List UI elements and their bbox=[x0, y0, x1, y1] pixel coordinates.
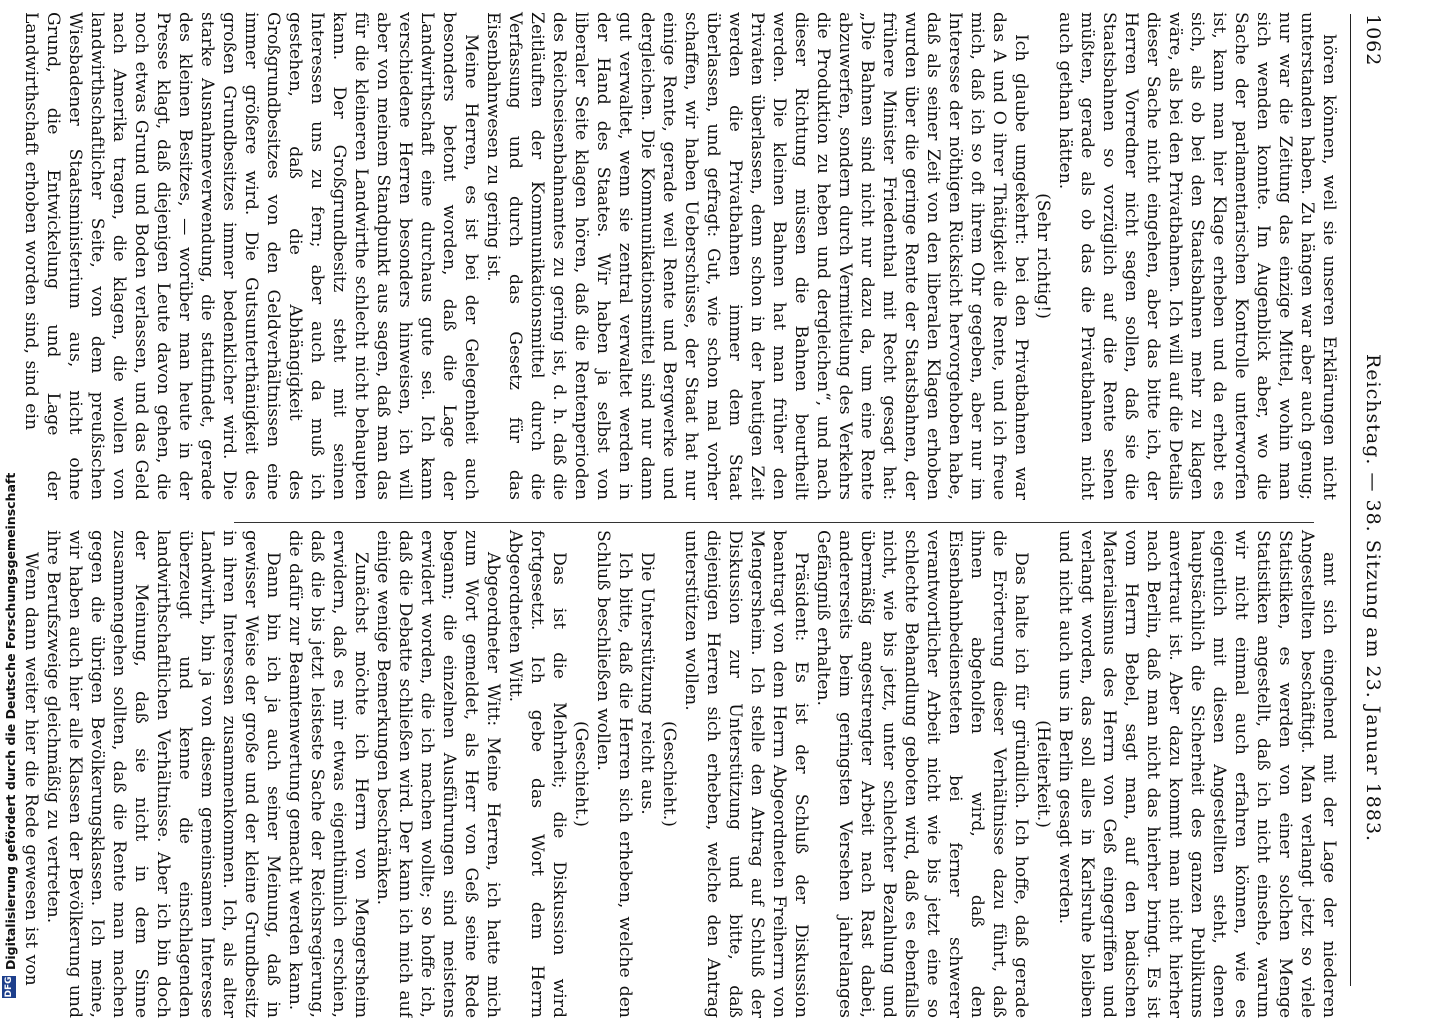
paragraph: Abgeordneter Witt: Meine Herren, ich hatte mich zum Wort gemeldet, als Herr von Geß seine Rede begann; die einzelnen Ausführungen sind meistens erwidert worden, die ich machen wollte; so hoffe ich, daß die Debatte schließen wird. Der kann ich mich auf einige wenige Bemerkungen beschränken. bbox=[373, 530, 503, 1018]
paragraph: Zunächst möchte ich Herrn von Mengersheim erwidern, daß es mir etwas eigenthümlich erschien, daß die bis jetzt leisteste Sache der Reichsregierung, die dafür zur Beamtenwertung gemacht werden kann. bbox=[285, 530, 371, 1018]
footer-credit: Digitalisierung gefördert durch die Deutsche Forschungsgemeinschaft bbox=[3, 472, 18, 970]
paragraph: Dann bin ich ja auch seiner Meinung, daß in gewisser Weise der große und der kleine Grundbesitz in ihren Interessen zusammenkommen. Ich, als alter Landwirth, bin ja von diesem gemeinsamen Interesse überzeugt und kenne die einschlagenden landwirthschaftlichen Verhältnisse. Aber ich bin doch der Meinung, daß sie nicht in dem Sinne zusammengehen sollten, daß die Rente man machen gegen die übrigen Bevölkerungsklassen. Ich meine, wir haben auch hier alle Klassen der Bevölkerung und ihre Berufszweige gleichmäßig zu vertreten. bbox=[43, 530, 283, 1018]
paragraph: Das halte ich für gründlich. Ich hoffe, daß gerade die Erörterung dieser Verhältnisse dazu führt, daß ihnen abgeholfen wird, daß den Eisenbahnbediensteten bei ferner schwerer verantwortlicher Arbeit nicht wie bis jetzt eine so schlechte Behandlung geboten wird, daß es ebenfalls nicht, wie bis jetzt, unter schlechter Bezahlung und übermäßig angestrengter Arbeit nach Rast dabei, andererseits beim geringsten Versehen jahrelanges Gefängniß erhalten. bbox=[813, 530, 1031, 1018]
paragraph: Präsident: Es ist der Schluß der Diskussion beantragt von dem Herrn Abgeordneten Freiherrn von Mengersheim. Ich stelle den Antrag auf Schluß der Diskussion zur Unterstützung und bitte, daß diejenigen Herren sich erheben, welche den Antrag unterstützen wollen. bbox=[681, 530, 811, 1018]
paragraph: Ich glaube umgekehrt: bei den Privatbahnen war das A und O ihrer Thätigkeit die Rente, und ich freue mich, daß ich so oft ihrem Ohr gegeben, aber nur im Interesse der nöthigen Rücksicht hervorgehoben habe, daß als seiner Zeit von den liberalen Klagen erhoben wurden über die geringe Rente der Staatsbahnen, der frühere Minister Friedenthal mit Recht gesagt hat: „Die Bahnen sind nicht nur dazu da, um eine Rente abzuwerfen, sondern durch Vermittelung des Verkehrs die Produktion zu heben und dergleichen“, und nach dieser Richtung müssen die Bahnen beurtheilt werden. Die kleinen Bahnen hat man früher den Privaten überlassen, denn schon in der heutigen Zeit werden die Privatbahnen immer dem Staat überlassen, und gefragt: Gut, wie schon mal vorher schaffen, wir haben Ueberschüsse, der Staat hat nur einige Rente, gerade weil Rente und Bergwerke und dergleichen. Die Kommunikationsmittel sind nur dann gut verwaltet, wenn sie zentral verwaltet werden in der Hand des Staates. Wir haben ja selbst von liberaler Seite klagen hören, daß die Rentenperioden des Reichseisenbahnamtes zu gering ist, d. h. daß die Zeitläuften der Kommunikationsmittel durch die Verfassung und durch das Gesetz für das Eisenbahnwesen zu gering ist. bbox=[483, 12, 1031, 500]
paragraph: amt sich eingehend mit der Lage der niederen Angestellten beschäftigt. Man verlangt jetzt so viele Statistiken, es werden von einer solchen Menge Statistiken angestellt, daß ich nicht einsehe, warum wir nicht einmal auch erfahren können, wie es eigentlich mit diesen Angestellten steht, denen hauptsächlich die Sicherheit des ganzen Publikums anvertraut ist. Aber dazu kommt man nicht hierher nach Berlin, daß man nicht das hierher bringt. Es ist vom Herrn Bebel, sagt man, auf den badischen Materialismus des Herrn von Geß eingegriffen und verlangt worden, das soll alles in Karlsruhe bleiben und nicht auch uns in Berlin gesagt werden. bbox=[1055, 530, 1339, 1018]
page-header bbox=[1356, 14, 1384, 986]
dfg-logo-icon: DFG bbox=[4, 976, 14, 998]
paragraph: Die Unterstützung reicht aus. bbox=[637, 552, 657, 815]
page-number: 1062 bbox=[1362, 14, 1384, 67]
paragraph: Das ist die Mehrheit; die Diskussion wird fortgesetzt. Ich gebe das Wort dem Herrn Abgeordneten Witt. bbox=[505, 530, 569, 1018]
left-column bbox=[20, 12, 1340, 500]
paragraph: Meine Herren, es ist bei der Gelegenheit auch besonders betont worden, daß die Lage der Landwirthschaft eine durchaus gute sei. Ich kann verschiedene Herren besonders hinweisen, ich will aber von meinem Standpunkt aus sagen, daß man das für die kleineren Landwirthe schlecht nicht behaupten kann. Der Großgrundbesitz steht mit seinen Interessen uns zu fern; aber auch da muß ich gestehen, daß die Abhängigkeit des Großgrundbesitzes von den Geldverhältnissen eine immer größere wird. Die Gutsunterthänigkeit des großen Grundbesitzes immer bedenklicher wird. Die starke Ausnahmeverwendung, die stattfindet, gerade des kleinen Besitzes, — worüber man heute in der Presse klagt, daß diejenigen Leute davon gehen, die noch etwas Grund und Boden verlassen, und das Geld nach Amerika tragen, die klagen, die wollen von landwirthschaftlicher Seite, von dem preußischen Wiesbadener Staatsministerium aus, nicht ohne Grund, die Entwickelung und Lage der Landwirthschaft erhoben worden sind, sind ein bbox=[21, 12, 481, 500]
right-column bbox=[20, 530, 1340, 1018]
interjection: (Heiterkeit.) bbox=[1033, 720, 1053, 828]
paragraph: Wenn dann weiter hier die Rede gewesen ist von bbox=[21, 552, 41, 986]
page-title: Reichstag. — 38. Sitzung am 23. Januar 1883. bbox=[1362, 354, 1384, 843]
interjection: (Sehr richtig!) bbox=[1033, 193, 1053, 319]
header-rule bbox=[1350, 14, 1351, 986]
footer bbox=[0, 0, 20, 1000]
column-divider bbox=[234, 522, 1314, 523]
interjection: (Geschieht.) bbox=[571, 721, 591, 827]
paragraph: hören können, weil sie unseren Erklärungen nicht unterstanden haben. Zu hängen war aber auch genug; nur war die Zeitung das einzige Mittel, wohin man sich wenden konnte. Im Augenblick aber, wo die Sache der parlamentarischen Kontrolle unterworfen ist, kann man hier Klage erheben und da erhebt es sich, als ob bei den Staatsbahnen mehr zu klagen wäre, als bei den Privatbahnen. Ich will auf die Details dieser Sache nicht eingehen, aber das bitte ich, der Herren Vorredner nicht sagen sollen, daß sie die Staatsbahnen so vorzüglich auf die Rente sehen müßten, gerade als ob das die Privatbahnen nicht auch gethan hätten. bbox=[1055, 12, 1339, 500]
interjection: (Geschieht.) bbox=[659, 721, 679, 827]
paragraph: Ich bitte, daß die Herren sich erheben, welche den Schluß beschließen wollen. bbox=[593, 530, 635, 1018]
